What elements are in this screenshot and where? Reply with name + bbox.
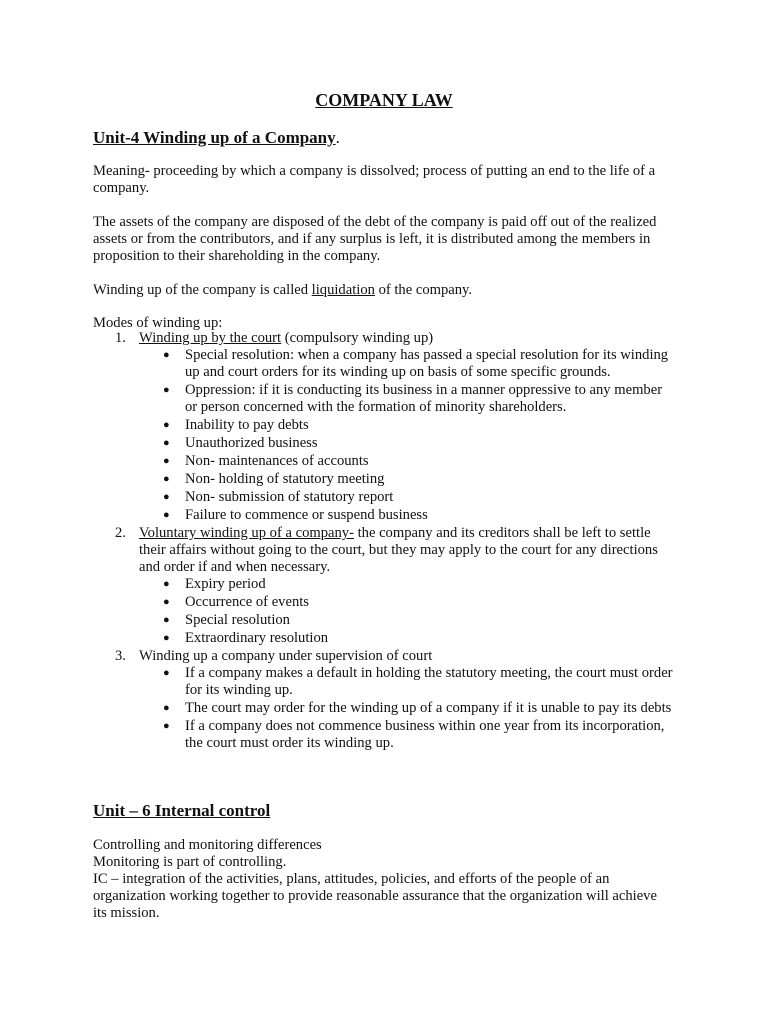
bullet-icon: ● [163, 596, 170, 608]
bullet-list [139, 665, 673, 752]
bullet-item [163, 612, 673, 629]
bullet-item [163, 630, 673, 647]
bullet-text: Non- holding of statutory meeting [185, 471, 385, 487]
bullet-text: Unauthorized business [185, 435, 318, 451]
bullet-text: The court may order for the winding up of a company if it is unable to pay its debts [185, 700, 672, 716]
unit6-heading [93, 801, 270, 821]
mode-title-rest: Winding up a company under supervision of court [139, 648, 433, 664]
bullet-icon: ● [163, 632, 170, 644]
unit4-heading-tail: . [335, 128, 340, 147]
liquidation-paragraph [93, 282, 673, 299]
mode-title-underlined: Winding up by the court [139, 330, 282, 346]
bullet-item [163, 594, 673, 611]
mode-title-rest: the company and its creditors shall be left to settle their affairs without going to the court, but they may apply to the court for any directions and order if and when necessary. [139, 525, 658, 575]
bullet-list [139, 576, 673, 647]
bullet-item [163, 417, 673, 434]
mode-number: 3. [115, 648, 126, 664]
bullet-text: Non- maintenances of accounts [185, 453, 369, 469]
bullet-item [163, 382, 673, 416]
bullet-item [163, 665, 673, 699]
bullet-icon: ● [163, 491, 170, 503]
modes-intro: Modes of winding up: [93, 315, 223, 331]
bullet-icon: ● [163, 702, 170, 714]
bullet-item [163, 489, 673, 506]
bullet-item [163, 507, 673, 524]
bullet-icon: ● [163, 614, 170, 626]
bullet-text: Inability to pay debts [185, 417, 309, 433]
bullet-item [163, 700, 673, 717]
unit6-line: IC – integration of the activities, plans, attitudes, policies, and efforts of the people of an organization working together to provide reasonable assurance that the organization will achieve its mission. [93, 871, 657, 921]
unit6-line: Monitoring is part of controlling. [93, 854, 287, 870]
unit6-line: Controlling and monitoring differences [93, 837, 322, 853]
bullet-text: Non- submission of statutory report [185, 489, 394, 505]
bullet-item [163, 435, 673, 452]
liquidation-term: liquidation [311, 282, 375, 298]
unit4-heading [93, 128, 340, 148]
bullet-item [163, 576, 673, 593]
bullet-icon: ● [163, 419, 170, 431]
bullet-item [163, 471, 673, 488]
bullet-item [163, 453, 673, 470]
bullet-text: If a company makes a default in holding the statutory meeting, the court must order for its winding up. [185, 665, 673, 698]
bullet-icon: ● [163, 384, 170, 396]
bullet-icon: ● [163, 509, 170, 521]
unit6-heading-text: Unit – 6 Internal control [93, 801, 271, 820]
unit4-heading-text: Unit-4 Winding up of a Company [93, 128, 336, 147]
liquidation-text-after: of the company. [374, 282, 473, 298]
bullet-item [163, 718, 673, 752]
bullet-text: Extraordinary resolution [185, 630, 329, 646]
bullet-text: Oppression: if it is conducting its business in a manner oppressive to any member or person concerned with the formation of minority shareholders. [185, 382, 663, 415]
unit6-body [93, 837, 673, 922]
bullet-icon: ● [163, 455, 170, 467]
bullet-text: If a company does not commence business within one year from its incorporation, the court must order its winding up. [185, 718, 665, 751]
meaning-paragraph: Meaning- proceeding by which a company is dissolved; process of putting an end to the life of a company. [93, 163, 656, 196]
bullet-icon: ● [163, 667, 170, 679]
mode-item [93, 525, 673, 647]
mode-number: 2. [115, 525, 126, 541]
bullet-item [163, 347, 673, 381]
mode-number: 1. [115, 330, 126, 346]
mode-title-rest: (compulsory winding up) [281, 330, 434, 346]
bullet-icon: ● [163, 437, 170, 449]
document-title: COMPANY LAW [315, 90, 453, 110]
mode-title-underlined: Voluntary winding up of a company- [139, 525, 354, 541]
bullet-icon: ● [163, 473, 170, 485]
bullet-text: Special resolution [185, 612, 290, 628]
bullet-text: Expiry period [185, 576, 266, 592]
bullet-text: Special resolution: when a company has passed a special resolution for its winding up and court orders for its winding up on basis of some specific grounds. [185, 347, 669, 380]
bullet-text: Occurrence of events [185, 594, 309, 610]
bullet-list [139, 347, 673, 524]
mode-item [93, 648, 673, 752]
bullet-text: Failure to commence or suspend business [185, 507, 428, 523]
bullet-icon: ● [163, 349, 170, 361]
liquidation-text-before: Winding up of the company is called [93, 282, 312, 298]
modes-list [93, 330, 673, 753]
assets-paragraph: The assets of the company are disposed of the debt of the company is paid off out of the realized assets or from the contributors, and if any surplus is left, it is distributed among the members in proposition to their shareholding in the company. [93, 214, 657, 264]
mode-item [93, 330, 673, 524]
bullet-icon: ● [163, 720, 170, 732]
bullet-icon: ● [163, 578, 170, 590]
